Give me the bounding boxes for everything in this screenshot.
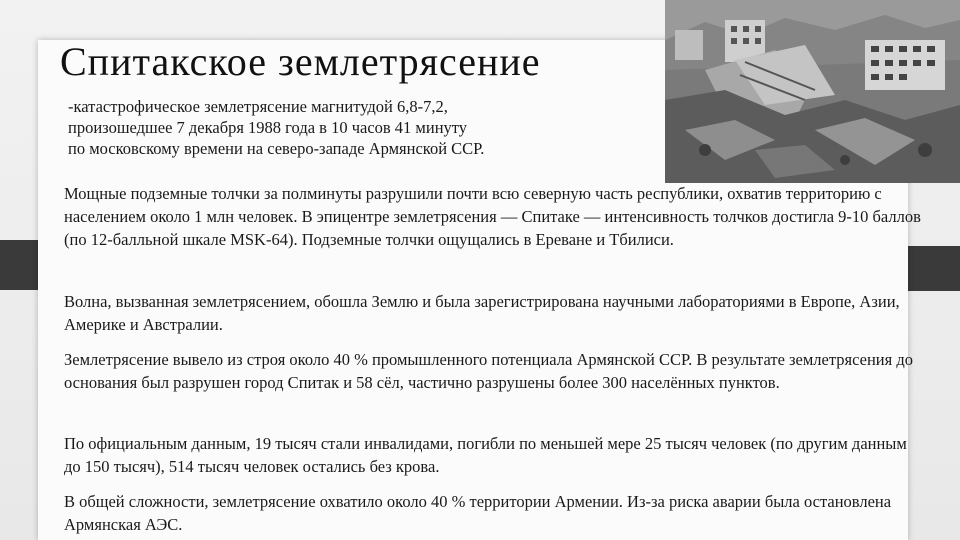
paragraph-casualties: По официальным данным, 19 тысяч стали инвалидами, погибли по меньшей мере 25 тысяч человек (по другим данным до 150 тысяч), 514 тысяч человек остались без крова. (64, 434, 907, 476)
intro-definition: -катастрофическое землетрясение магнитудой 6,8-7,2, произошедшее 7 декабря 1988 года в 10 часов 41 минуту по московскому времени на северо-западе Армянской ССР. (68, 97, 485, 158)
right-accent-bar (905, 246, 960, 291)
ruins-photo-graphic (665, 0, 960, 183)
paragraph-destruction: Мощные подземные толчки за полминуты разрушили почти всю северную часть республики, охватив территорию с населением около 1 млн человек. В эпицентре землетрясения — Спитаке — интенсивность толчков достигла 9-10 баллов (по 12-балльной шкале MSK-64). Подземные толчки ощущались в Ереване и Тбилиси. (64, 184, 921, 249)
paragraph-territory-npp: В общей сложности, землетрясение охватило около 40 % территории Армении. Из-за риска аварии была остановлена Армянская АЭС. (64, 492, 892, 534)
left-accent-bar (0, 240, 40, 290)
earthquake-ruins-photo (665, 0, 960, 183)
slide-title: Спитакское землетрясение (60, 39, 541, 84)
paragraph-industry-damage: Землетрясение вывело из строя около 40 % промышленного потенциала Армянской ССР. В результате землетрясения до основания был разрушен город Спитак и 58 сёл, частично разрушены более 300 населённых пунктов. (64, 350, 913, 392)
paragraph-seismic-wave: Волна, вызванная землетрясением, обошла Землю и была зарегистрирована научными лабораториями в Европе, Азии, Америке и Австралии. (64, 292, 900, 334)
